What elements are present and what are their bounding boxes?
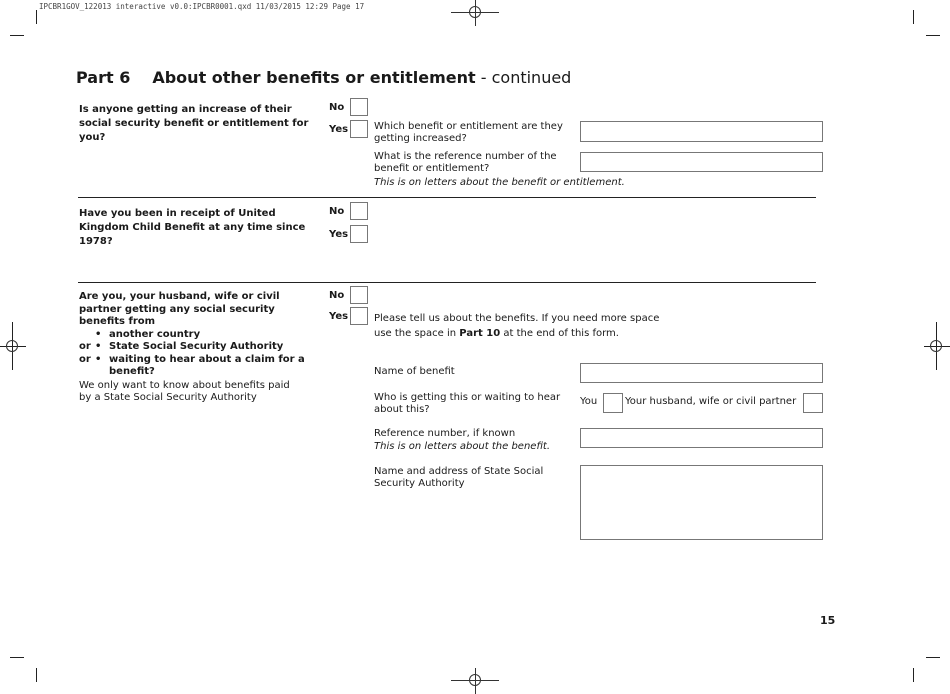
crop-mark	[926, 35, 940, 36]
part-number: Part 6	[76, 68, 131, 87]
page-number: 15	[820, 614, 836, 627]
refnum-input[interactable]	[580, 428, 823, 448]
increase-yes-checkbox[interactable]	[350, 120, 368, 138]
authority-address-textarea[interactable]	[580, 465, 823, 540]
crop-mark	[913, 10, 914, 24]
part-title-suffix: - continued	[480, 68, 572, 87]
foreign-benefits-yes-checkbox[interactable]	[350, 307, 368, 325]
yes-label: Yes	[329, 311, 349, 322]
benefit-name-input[interactable]	[580, 363, 823, 383]
instruction-text: Please tell us about the benefits. If you need more space use the space in Part 10 at the end of this form.	[374, 313, 660, 339]
registration-mark	[469, 674, 481, 686]
no-label: No	[329, 290, 345, 301]
question-increase: Is anyone getting an increase of their social security benefit or entitlement for you?	[79, 104, 309, 143]
yes-label: Yes	[329, 124, 349, 135]
partner-label: Your husband, wife or civil partner	[625, 396, 797, 407]
child-benefit-no-checkbox[interactable]	[350, 202, 368, 220]
part-title: About other benefits or entitlement	[152, 68, 476, 87]
crop-mark	[913, 668, 914, 682]
registration-mark	[469, 6, 481, 18]
crop-mark	[36, 10, 37, 24]
reference-number-label: What is the reference number of the benefit or entitlement?	[374, 151, 557, 174]
who-label: Who is getting this or waiting to hear about this?	[374, 392, 561, 415]
refnum-note: This is on letters about the benefit.	[374, 441, 551, 452]
crop-mark	[926, 657, 940, 658]
question-child-benefit: Have you been in receipt of United Kingdom Child Benefit at any time since 1978?	[79, 208, 306, 247]
crop-mark	[10, 35, 24, 36]
benefit-name-label: Name of benefit	[374, 366, 455, 377]
authority-list	[79, 329, 319, 379]
divider	[78, 282, 816, 283]
question-foreign-benefits	[79, 291, 319, 379]
authority-address-label: Name and address of State Social Security Authority	[374, 466, 544, 489]
reference-number-input[interactable]	[580, 152, 823, 172]
crop-mark	[36, 668, 37, 682]
which-benefit-input[interactable]	[580, 121, 823, 142]
no-label: No	[329, 206, 345, 217]
no-label: No	[329, 102, 345, 113]
increase-no-checkbox[interactable]	[350, 98, 368, 116]
divider	[78, 197, 816, 198]
partner-checkbox[interactable]	[803, 393, 823, 413]
registration-mark	[930, 340, 942, 352]
you-checkbox[interactable]	[603, 393, 623, 413]
list-item: or • State Social Security Authority	[79, 341, 284, 352]
question-text: Are you, your husband, wife or civil partner getting any social security benefits from	[79, 291, 280, 327]
page-title	[76, 68, 571, 87]
print-slug: IPCBR1GOV_122013 interactive v0.0:IPCBR0001.qxd 11/03/2015 12:29 Page 17	[39, 2, 365, 11]
yes-label: Yes	[329, 229, 349, 240]
list-item: • another country	[95, 328, 201, 340]
refnum-label: Reference number, if known	[374, 428, 516, 439]
crop-mark	[10, 657, 24, 658]
reference-note: This is on letters about the benefit or entitlement.	[374, 177, 625, 188]
state-authority-note: We only want to know about benefits paid by a State Social Security Authority	[79, 380, 290, 403]
list-item: or • waiting to hear about a claim for a benefit?	[79, 353, 305, 377]
registration-mark	[6, 340, 18, 352]
which-benefit-label: Which benefit or entitlement are they getting increased?	[374, 121, 563, 144]
you-label: You	[580, 396, 598, 407]
child-benefit-yes-checkbox[interactable]	[350, 225, 368, 243]
foreign-benefits-no-checkbox[interactable]	[350, 286, 368, 304]
